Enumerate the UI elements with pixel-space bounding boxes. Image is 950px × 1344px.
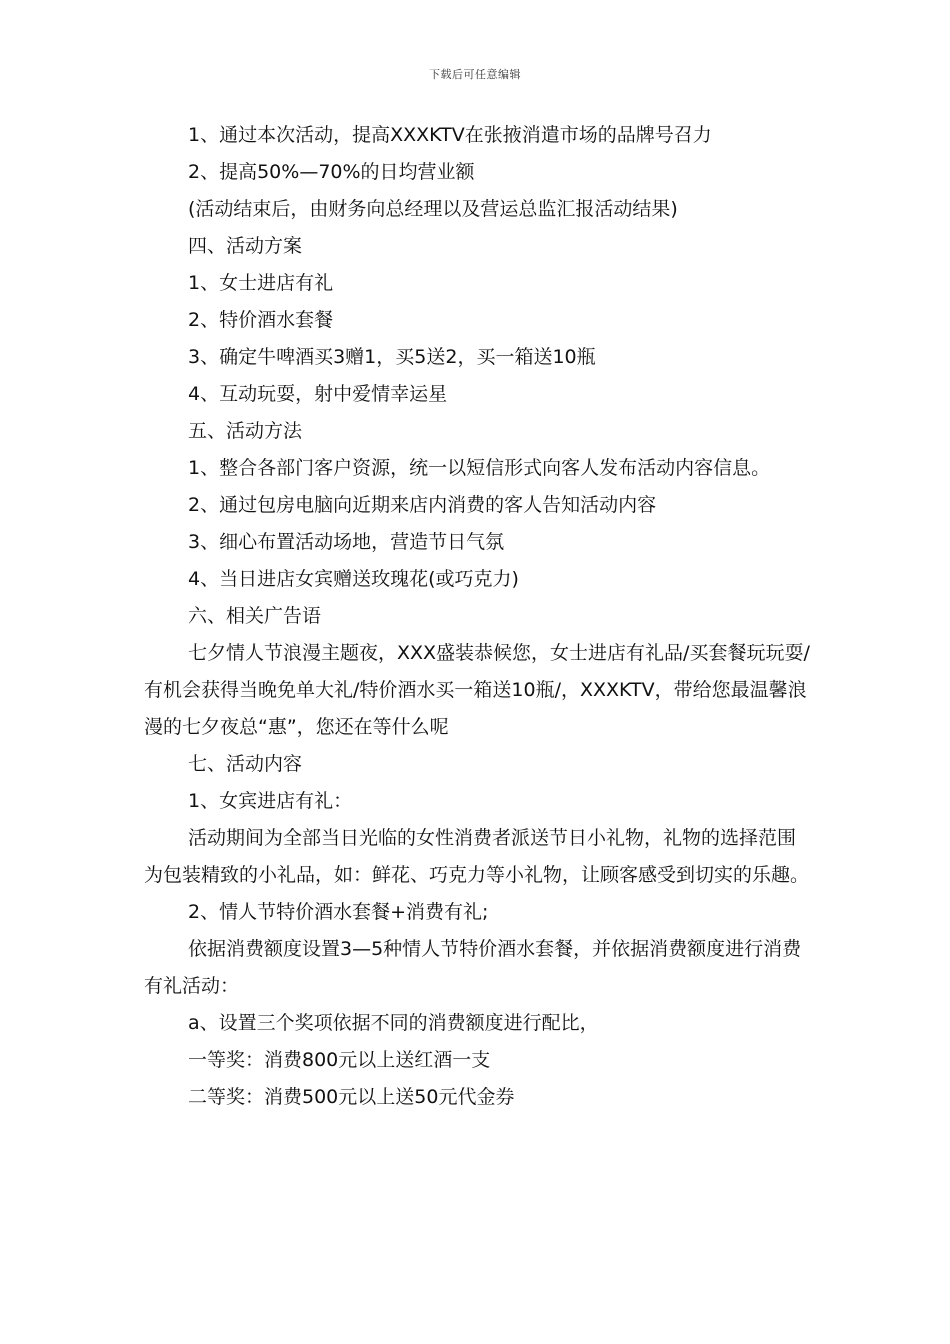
list-item: 3、细心布置活动场地，营造节日气氛 <box>188 531 505 553</box>
list-item: 1、整合各部门客户资源，统一以短信形式向客人发布活动内容信息。 <box>188 457 771 479</box>
list-item: 4、互动玩耍，射中爱情幸运星 <box>188 383 448 405</box>
section-heading: 四、活动方案 <box>188 235 303 257</box>
paragraph: 依据消费额度设置3—5种情人节特价酒水套餐，并依据消费额度进行消费有礼活动： <box>144 938 802 997</box>
list-item: a、设置三个奖项依据不同的消费额度进行配比， <box>188 1012 599 1034</box>
list-item: 2、通过包房电脑向近期来店内消费的客人告知活动内容 <box>188 494 657 516</box>
paragraph: 七夕情人节浪漫主题夜，XXX盛装恭候您，女士进店有礼品/买套餐玩玩耍/有机会获得当晚免单大礼/特价酒水买一箱送10瓶/，XXXKTV，带给您最温馨浪漫的七夕夜总“惠”，您还在等什么呢 <box>144 642 810 738</box>
list-item: 1、女士进店有礼 <box>188 272 334 294</box>
list-item: 二等奖：消费500元以上送50元代金券 <box>188 1086 515 1108</box>
paragraph: 1、通过本次活动，提高XXXKTV在张掖消遣市场的品牌号召力 <box>188 124 712 146</box>
list-item: 2、情人节特价酒水套餐+消费有礼; <box>188 901 489 923</box>
section-heading: 七、活动内容 <box>188 753 303 775</box>
paragraph: 2、提高50%—70%的日均营业额 <box>188 161 475 183</box>
section-heading: 五、活动方法 <box>188 420 303 442</box>
list-item: 2、特价酒水套餐 <box>188 309 334 331</box>
document-body <box>144 117 812 1116</box>
list-item: 1、女宾进店有礼： <box>188 790 353 812</box>
paragraph: 活动期间为全部当日光临的女性消费者派送节日小礼物，礼物的选择范围为包装精致的小礼品，如：鲜花、巧克力等小礼物，让顾客感受到切实的乐趣。 <box>144 827 810 886</box>
list-item: 4、当日进店女宾赠送玫瑰花(或巧克力) <box>188 568 519 590</box>
list-item: 一等奖：消费800元以上送红酒一支 <box>188 1049 491 1071</box>
page-header: 下载后可任意编辑 <box>429 68 521 81</box>
paragraph: (活动结束后，由财务向总经理以及营运总监汇报活动结果) <box>188 198 678 220</box>
section-heading: 六、相关广告语 <box>188 605 322 627</box>
list-item: 3、确定牛啤酒买3赠1，买5送2，买一箱送10瓶 <box>188 346 596 368</box>
